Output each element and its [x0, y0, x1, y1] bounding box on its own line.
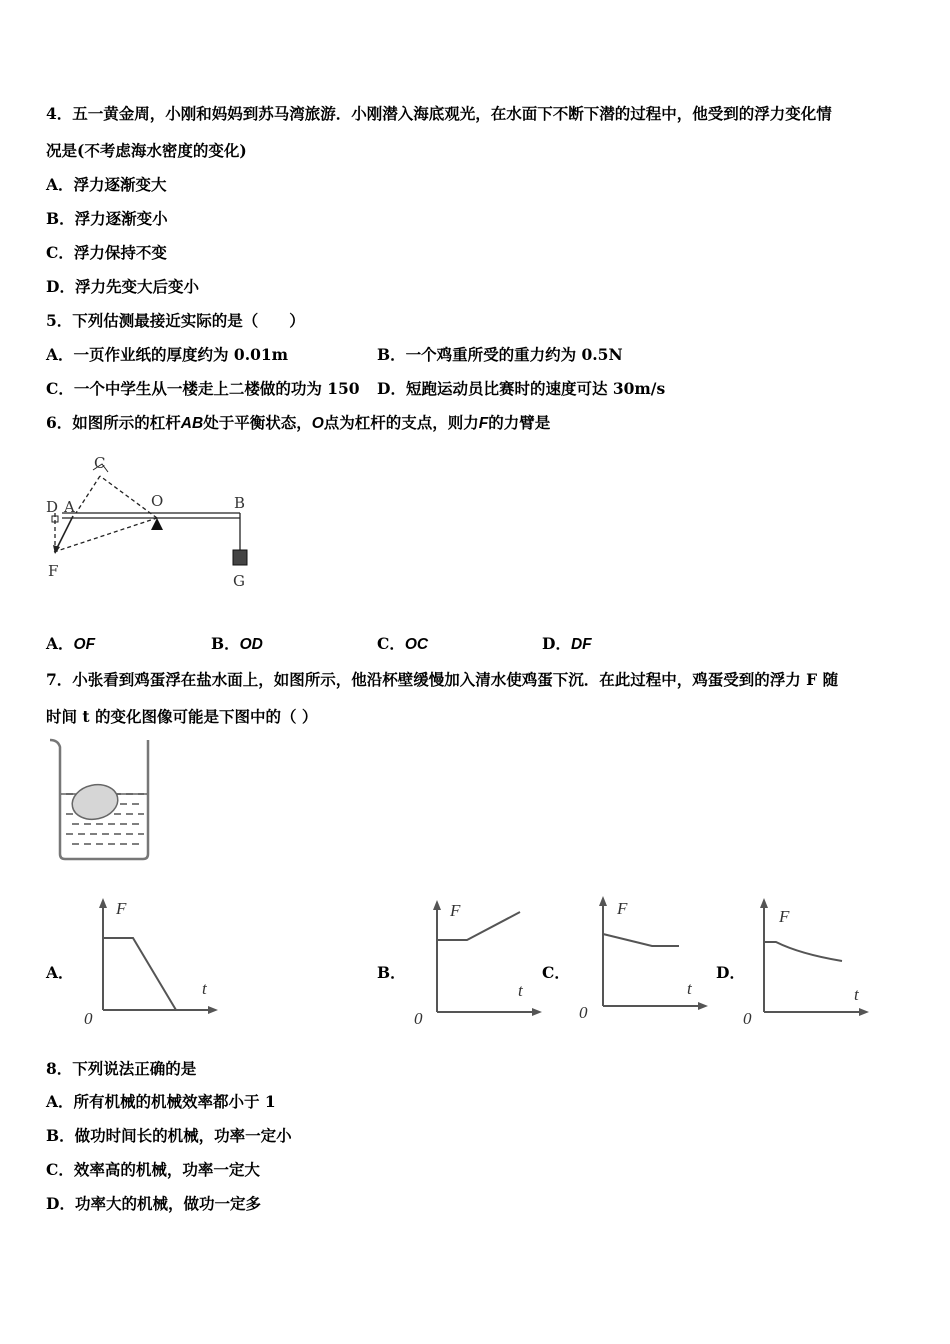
label-d: D	[46, 498, 59, 516]
x-arrow-icon	[698, 1002, 708, 1010]
graph-c-t-label: t	[687, 979, 692, 998]
q6-stem-o: O	[311, 415, 324, 432]
q7-stem-line2: 时间 t 的变化图像可能是下图中的（ ）	[46, 707, 318, 726]
graph-b-origin: 0	[414, 1009, 423, 1028]
x-arrow-icon	[532, 1008, 542, 1016]
q7-option-d[interactable]: D．	[716, 963, 745, 982]
graph-a	[80, 898, 220, 1028]
q6-option-d-letter: D．	[542, 634, 571, 653]
q7-option-c[interactable]: C．	[542, 963, 570, 982]
label-a: A	[64, 498, 75, 516]
label-f: F	[48, 562, 59, 580]
label-o: O	[151, 492, 164, 510]
q6-option-c-letter: C．	[377, 634, 405, 653]
q6-stem-pre: 6．如图所示的杠杆	[46, 413, 181, 432]
graph-d-origin: 0	[743, 1009, 752, 1028]
q4-option-d[interactable]: D．浮力先变大后变小	[46, 277, 199, 296]
fulcrum-icon	[151, 518, 163, 530]
graph-b-f-label: F	[450, 901, 461, 920]
graph-a-f-label: F	[116, 899, 127, 918]
y-arrow-icon	[433, 900, 441, 910]
label-g: G	[233, 572, 245, 590]
y-arrow-icon	[760, 898, 768, 908]
graph-d-f-label: F	[779, 907, 790, 926]
weight-block	[233, 550, 247, 565]
graph-d	[740, 898, 880, 1028]
graph-b	[410, 900, 550, 1030]
q5-option-a[interactable]: A．一页作业纸的厚度约为 0.01m	[46, 345, 289, 364]
q6-option-d-value: DF	[570, 636, 592, 653]
q6-stem-f: F	[478, 415, 489, 432]
egg-shape	[69, 781, 121, 824]
q4-option-c[interactable]: C．浮力保持不变	[46, 243, 167, 262]
q6-option-a[interactable]	[46, 632, 95, 654]
q7-option-b[interactable]: B．	[377, 963, 406, 982]
graph-a-t-label: t	[202, 979, 207, 998]
q8-option-c[interactable]: C．效率高的机械，功率一定大	[46, 1160, 260, 1179]
graph-d-curve	[764, 942, 842, 961]
label-c: C	[94, 454, 106, 472]
graph-c	[575, 896, 715, 1026]
x-arrow-icon	[859, 1008, 869, 1016]
graph-a-curve	[103, 938, 176, 1010]
y-arrow-icon	[99, 898, 107, 908]
lever-figure	[40, 450, 270, 595]
graph-a-origin: 0	[84, 1009, 93, 1028]
beaker-figure	[48, 738, 158, 862]
label-b: B	[234, 494, 246, 512]
q6-option-d[interactable]	[542, 632, 592, 654]
q4-option-b[interactable]: B．浮力逐渐变小	[46, 209, 168, 228]
x-arrow-icon	[208, 1006, 218, 1014]
q6-option-a-value: OF	[73, 636, 96, 653]
q5-option-c[interactable]: C．一个中学生从一楼走上二楼做的功为 150	[46, 379, 360, 398]
q6-stem	[46, 411, 550, 433]
q6-option-a-letter: A．	[46, 634, 74, 653]
q4-stem-line2: 况是(不考虑海水密度的变化)	[46, 141, 247, 160]
y-arrow-icon	[599, 896, 607, 906]
q6-stem-mid2: 点为杠杆的支点，则力	[323, 413, 479, 432]
q6-stem-ab: AB	[180, 415, 204, 432]
dashed-ca	[76, 476, 100, 513]
q6-stem-mid: 处于平衡状态，	[203, 413, 312, 432]
graph-c-curve	[603, 934, 679, 946]
graph-b-t-label: t	[518, 981, 523, 1000]
q8-option-a[interactable]: A．所有机械的机械效率都小于 1	[46, 1092, 276, 1111]
q7-option-a[interactable]: A．	[46, 963, 74, 982]
dashed-oc	[100, 476, 157, 518]
q6-option-c-value: OC	[404, 636, 429, 653]
graph-c-origin: 0	[579, 1003, 588, 1022]
q6-stem-post: 的力臂是	[488, 413, 551, 432]
force-arrow-icon	[53, 545, 60, 554]
q6-option-c[interactable]	[377, 632, 428, 654]
q6-option-b-letter: B．	[211, 634, 240, 653]
q5-stem: 5．下列估测最接近实际的是（ ）	[46, 311, 305, 330]
q6-option-b[interactable]	[211, 632, 263, 654]
q5-option-b[interactable]: B．一个鸡重所受的重力约为 0.5N	[377, 345, 623, 364]
q6-option-b-value: OD	[239, 636, 263, 653]
q4-option-a[interactable]: A．浮力逐渐变大	[46, 175, 167, 194]
q8-option-b[interactable]: B．做功时间长的机械，功率一定小	[46, 1126, 292, 1145]
graph-d-t-label: t	[854, 985, 859, 1004]
graph-c-f-label: F	[617, 899, 628, 918]
q7-stem-line1: 7．小张看到鸡蛋浮在盐水面上，如图所示，他沿杯壁缓慢加入清水使鸡蛋下沉．在此过程中，鸡蛋受到的浮力 F 随	[46, 670, 839, 689]
q8-stem: 8．下列说法正确的是	[46, 1059, 197, 1078]
q5-option-d[interactable]: D．短跑运动员比赛时的速度可达 30m/s	[377, 379, 666, 398]
q4-stem-line1: 4．五一黄金周，小刚和妈妈到苏马湾旅游．小刚潜入海底观光，在水面下不断下潜的过程中，他受到的浮力变化情	[46, 104, 832, 123]
q8-option-d[interactable]: D．功率大的机械，做功一定多	[46, 1194, 261, 1213]
